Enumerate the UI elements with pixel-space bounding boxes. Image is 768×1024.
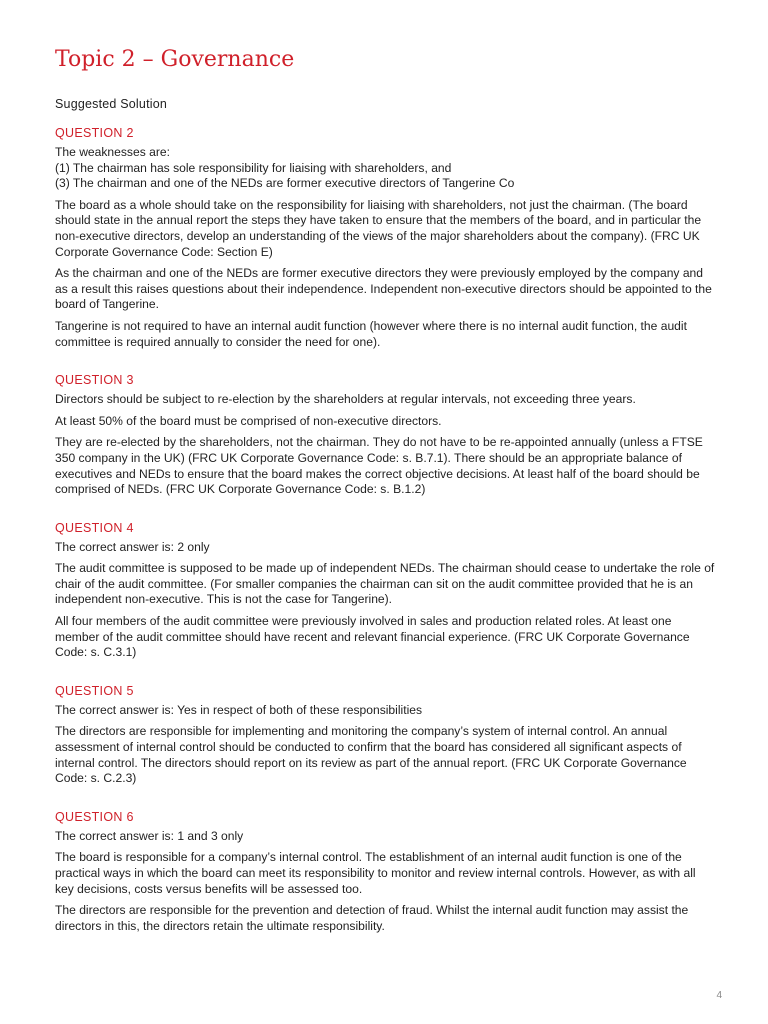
- question-heading: QUESTION 5: [55, 683, 134, 698]
- weakness-list: [55, 161, 715, 192]
- page-title: Topic 2 – Governance: [55, 47, 295, 72]
- question-section: [55, 809, 715, 935]
- paragraph: They are re-elected by the shareholders, not the chairman. They do not have to be re-appointed annually (unless a FTSE 350 company in the UK) (FRC UK Corporate Governance Code: s. B.7.1). There should be an appropriate balance of executives and NEDs to ensure that the board makes the correct objective decisions. At least half of the board should be comprised of NEDs. (FRC UK Corporate Governance Code: s. B.1.2): [55, 435, 703, 497]
- paragraph: The board is responsible for a company’s internal control. The establishment of an internal audit function is one of the practical ways in which the board can meet its responsibility to monitor and review internal controls. However, as with all key decisions, costs versus benefits will be assessed too.: [55, 850, 696, 896]
- question-section: [55, 683, 715, 787]
- question-heading: QUESTION 2: [55, 126, 134, 140]
- question-section: [55, 372, 715, 498]
- paragraph: The board as a whole should take on the responsibility for liaising with shareholders, not just the chairman. (The board should state in the annual report the steps they have taken to ensure that the members of the board, and in particular the non-executive directors, develop an understanding of the views of the major shareholders about the company). (FRC UK Corporate Governance Code: Section E): [55, 197, 702, 259]
- question-heading: QUESTION 6: [55, 809, 134, 824]
- answer-text: The correct answer is: 1 and 3 only: [55, 828, 244, 843]
- page-number: 4: [716, 990, 722, 1001]
- question-section: [55, 125, 715, 350]
- paragraph: The audit committee is supposed to be made up of independent NEDs. The chairman should cease to undertake the role of chair of the audit committee. (For smaller companies the chairman can sit on the audit committee provided that he is an independent non-executive. This is not the case for Tangerine).: [55, 561, 715, 607]
- question-heading: QUESTION 3: [55, 373, 134, 388]
- paragraph: The directors are responsible for implementing and monitoring the company’s system of internal control. An annual assessment of internal control should be conducted to confirm that the board has considered all significant aspects of internal control. The directors should report on its review as part of the annual report. (FRC UK Corporate Governance Code: s. C.2.3): [55, 724, 687, 786]
- subtitle: Suggested Solution: [55, 97, 168, 111]
- paragraph: As the chairman and one of the NEDs are former executive directors they were previously employed by the company and as a result this raises questions about their independence. Independent non-executive directors should be appointed to the board of Tangerine.: [55, 266, 712, 312]
- intro-text: The weaknesses are:: [55, 145, 170, 159]
- list-item: (3) The chairman and one of the NEDs are former executive directors of Tangerine Co: [55, 176, 515, 191]
- paragraph: Directors should be subject to re-election by the shareholders at regular intervals, not exceeding three years.: [55, 392, 636, 407]
- document-page: [55, 46, 715, 956]
- paragraph: All four members of the audit committee were previously involved in sales and production related roles. At least one member of the audit committee should have recent and relevant financial experience. (FRC UK Corporate Governance Code: s. C.3.1): [55, 614, 690, 660]
- answer-text: The correct answer is: Yes in respect of both of these responsibilities: [55, 702, 423, 717]
- paragraph: Tangerine is not required to have an internal audit function (however where there is no internal audit function, the audit committee is required annually to consider the need for one).: [55, 318, 687, 349]
- paragraph: At least 50% of the board must be comprised of non-executive directors.: [55, 413, 442, 428]
- paragraph: The directors are responsible for the prevention and detection of fraud. Whilst the internal audit function may assist the directors in this, the directors retain the ultimate responsibility.: [55, 903, 689, 933]
- answer-text: The correct answer is: 2 only: [55, 539, 210, 554]
- question-heading: QUESTION 4: [55, 520, 134, 535]
- question-section: [55, 520, 715, 661]
- list-item: (1) The chairman has sole responsibility for liaising with shareholders, and: [55, 160, 452, 175]
